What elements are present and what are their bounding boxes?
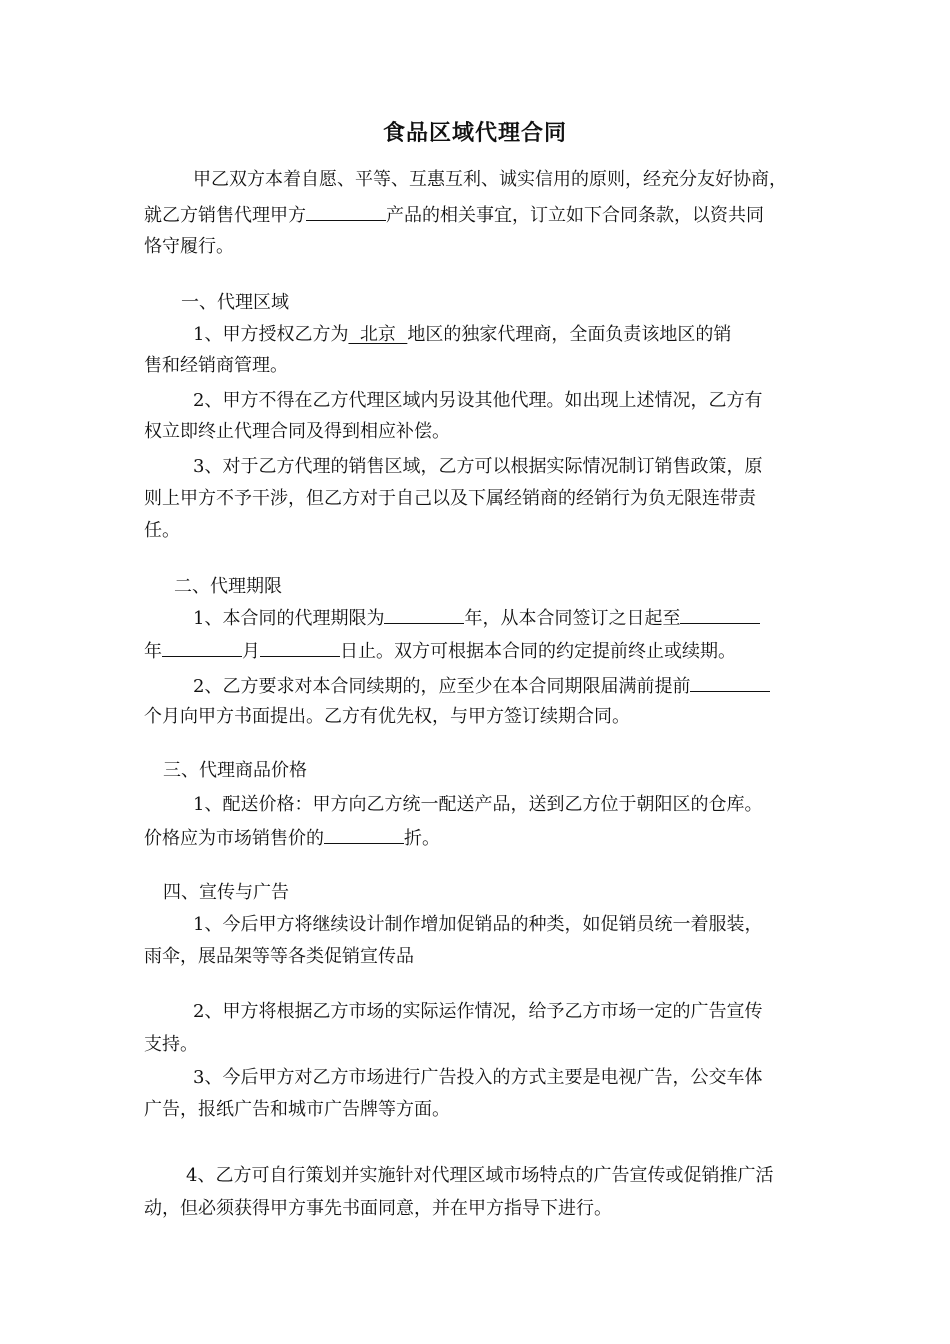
s3-clause-1-text-b: 价格应为市场销售价的 — [144, 828, 324, 849]
s2-month-label: 月 — [242, 641, 260, 662]
s1-clause-2-line-1: 2、甲方不得在乙方代理区域内另设其他代理。如出现上述情况，乙方有 — [193, 390, 763, 411]
end-day-blank — [260, 638, 340, 657]
s2-clause-1-text-b: 年，从本合同签订之日起至 — [464, 608, 681, 629]
end-year-blank — [680, 605, 760, 624]
intro-text-b: 产品的相关事宜，订立如下合同条款，以资共同 — [386, 205, 764, 226]
s2-clause-2-text-a: 2、乙方要求对本合同续期的，应至少在本合同期限届满前提前 — [193, 676, 691, 697]
s4-clause-4-line-1: 4、乙方可自行策划并实施针对代理区域市场特点的广告宣传或促销推广活 — [186, 1165, 774, 1186]
s2-clause-2-line-1 — [193, 673, 770, 699]
s3-clause-1-text-c: 折。 — [404, 828, 440, 849]
s4-clause-1-line-2: 雨伞，展品架等等各类促销宣传品 — [144, 946, 414, 967]
s4-clause-2-line-1: 2、甲方将根据乙方市场的实际运作情况，给予乙方市场一定的广告宣传 — [193, 1001, 763, 1022]
s2-year-label: 年 — [144, 641, 162, 662]
s2-clause-1-line-1 — [193, 605, 760, 631]
s1-clause-1-line-2: 售和经销商管理。 — [144, 355, 288, 376]
region-city: 北京 — [348, 324, 408, 345]
intro-line-2 — [144, 202, 764, 228]
s2-clause-1-text-e: 日止。双方可根据本合同的约定提前终止或续期。 — [340, 641, 736, 662]
section-2-heading: 二、代理期限 — [174, 576, 282, 597]
s4-clause-3-line-2: 广告，报纸广告和城市广告牌等方面。 — [144, 1099, 450, 1120]
section-1-heading: 一、代理区域 — [181, 292, 289, 313]
intro-line-1: 甲乙双方本着自愿、平等、互惠互利、诚实信用的原则，经充分友好协商， — [193, 169, 787, 190]
s4-clause-1-line-1: 1、今后甲方将继续设计制作增加促销品的种类，如促销员统一着服装， — [193, 914, 763, 935]
s3-clause-1-line-1: 1、配送价格：甲方向乙方统一配送产品，送到乙方位于朝阳区的仓库。 — [193, 794, 763, 815]
renewal-months-blank — [690, 673, 770, 692]
s3-clause-1-line-2 — [144, 825, 440, 851]
s4-clause-4-line-2: 动，但必须获得甲方事先书面同意，并在甲方指导下进行。 — [144, 1198, 612, 1219]
document-title: 食品区域代理合同 — [382, 120, 567, 146]
s1-clause-2-line-2: 权立即终止代理合同及得到相应补偿。 — [144, 421, 450, 442]
s1-clause-3-line-3: 任。 — [144, 520, 180, 541]
intro-line-3: 恪守履行。 — [144, 236, 234, 257]
section-4-heading: 四、宣传与广告 — [163, 882, 289, 903]
section-3-heading: 三、代理商品价格 — [163, 760, 307, 781]
intro-text-a: 就乙方销售代理甲方 — [144, 205, 306, 226]
s2-clause-2-line-2: 个月向甲方书面提出。乙方有优先权，与甲方签订续期合同。 — [144, 706, 630, 727]
s2-clause-1-text-a: 1、本合同的代理期限为 — [193, 608, 385, 629]
s4-clause-2-line-2: 支持。 — [144, 1034, 198, 1055]
s1-clause-1-text-b: 地区的独家代理商，全面负责该地区的销 — [407, 324, 732, 345]
s2-clause-1-line-2 — [144, 638, 736, 664]
term-years-blank — [384, 605, 464, 624]
s1-clause-3-line-2: 则上甲方不予干涉，但乙方对于自己以及下属经销商的经销行为负无限连带责 — [144, 488, 756, 509]
product-blank — [306, 202, 386, 221]
s1-clause-1-line-1 — [193, 323, 731, 347]
end-month-blank — [162, 638, 242, 657]
s1-clause-1-text-a: 1、甲方授权乙方为 — [193, 324, 349, 345]
s1-clause-3-line-1: 3、对于乙方代理的销售区域，乙方可以根据实际情况制订销售政策，原 — [193, 456, 763, 477]
discount-blank — [324, 825, 404, 844]
s4-clause-3-line-1: 3、今后甲方对乙方市场进行广告投入的方式主要是电视广告，公交车体 — [193, 1067, 763, 1088]
